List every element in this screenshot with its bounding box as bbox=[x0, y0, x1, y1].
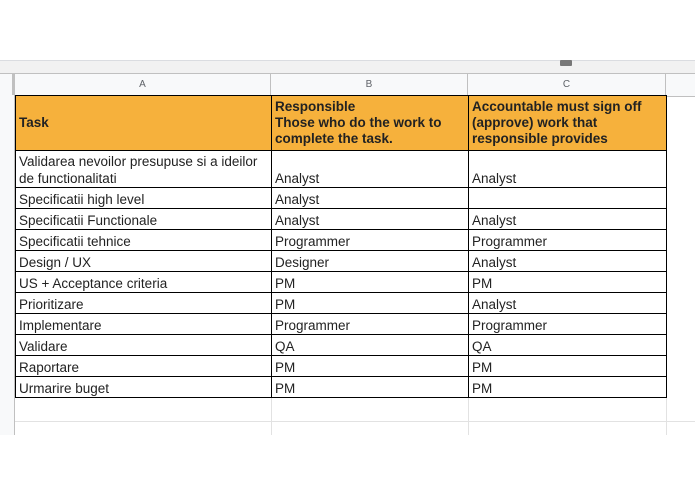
task-cell[interactable]: Specificatii tehnice bbox=[16, 230, 272, 251]
header-responsible-title: Responsible bbox=[275, 99, 356, 114]
responsible-cell[interactable]: PM bbox=[272, 377, 469, 398]
responsible-cell[interactable]: QA bbox=[272, 335, 469, 356]
accountable-cell[interactable]: Analyst bbox=[469, 151, 667, 188]
column-header-a[interactable]: A bbox=[15, 74, 271, 96]
table-row bbox=[16, 151, 667, 188]
table-row bbox=[16, 251, 667, 272]
header-accountable-cell[interactable]: Accountable must sign off (approve) work that responsible provides bbox=[469, 96, 667, 151]
responsible-cell[interactable]: Analyst bbox=[272, 209, 469, 230]
responsible-cell[interactable]: Programmer bbox=[272, 314, 469, 335]
accountable-cell[interactable]: Analyst bbox=[469, 251, 667, 272]
raci-table bbox=[15, 95, 667, 398]
responsible-cell[interactable]: Programmer bbox=[272, 230, 469, 251]
header-responsible-cell[interactable] bbox=[272, 96, 469, 151]
task-cell[interactable]: Urmarire buget bbox=[16, 377, 272, 398]
table-row bbox=[16, 230, 667, 251]
column-header-row bbox=[0, 73, 695, 97]
accountable-cell[interactable]: PM bbox=[469, 356, 667, 377]
accountable-cell[interactable]: PM bbox=[469, 272, 667, 293]
table-row bbox=[16, 293, 667, 314]
task-cell[interactable]: Specificatii Functionale bbox=[16, 209, 272, 230]
responsible-cell[interactable]: PM bbox=[272, 356, 469, 377]
column-header-c[interactable]: C bbox=[468, 74, 666, 96]
table-header-row bbox=[16, 96, 667, 151]
table-row bbox=[16, 314, 667, 335]
accountable-cell[interactable]: PM bbox=[469, 377, 667, 398]
row-header-gutter bbox=[0, 95, 15, 435]
responsible-cell[interactable]: PM bbox=[272, 272, 469, 293]
accountable-cell[interactable]: QA bbox=[469, 335, 667, 356]
task-cell[interactable]: Prioritizare bbox=[16, 293, 272, 314]
task-cell[interactable]: Implementare bbox=[16, 314, 272, 335]
table-row bbox=[16, 188, 667, 209]
accountable-cell[interactable]: Analyst bbox=[469, 209, 667, 230]
toolbar-band bbox=[0, 60, 695, 74]
table-row bbox=[16, 356, 667, 377]
responsible-cell[interactable]: PM bbox=[272, 293, 469, 314]
accountable-cell[interactable]: Programmer bbox=[469, 230, 667, 251]
accountable-cell[interactable]: Analyst bbox=[469, 293, 667, 314]
responsible-cell[interactable]: Analyst bbox=[272, 151, 469, 188]
task-cell[interactable]: Validarea nevoilor presupuse si a ideilor de functionalitati bbox=[16, 151, 272, 188]
accountable-cell[interactable]: Programmer bbox=[469, 314, 667, 335]
responsible-cell[interactable]: Designer bbox=[272, 251, 469, 272]
table-row bbox=[16, 272, 667, 293]
responsible-cell[interactable]: Analyst bbox=[272, 188, 469, 209]
table-row bbox=[16, 377, 667, 398]
table-row bbox=[16, 335, 667, 356]
table-row bbox=[16, 209, 667, 230]
task-cell[interactable]: Design / UX bbox=[16, 251, 272, 272]
task-cell[interactable]: Specificatii high level bbox=[16, 188, 272, 209]
header-task-cell[interactable]: Task bbox=[16, 96, 272, 151]
grid-line bbox=[15, 421, 695, 422]
task-cell[interactable]: Validare bbox=[16, 335, 272, 356]
scroll-handle[interactable] bbox=[560, 60, 572, 66]
task-cell[interactable]: US + Acceptance criteria bbox=[16, 272, 272, 293]
task-cell[interactable]: Raportare bbox=[16, 356, 272, 377]
select-all-corner[interactable] bbox=[0, 74, 15, 96]
column-header-b[interactable]: B bbox=[271, 74, 468, 96]
accountable-cell[interactable] bbox=[469, 188, 667, 209]
header-responsible-desc: Those who do the work to complete the task. bbox=[275, 115, 442, 146]
